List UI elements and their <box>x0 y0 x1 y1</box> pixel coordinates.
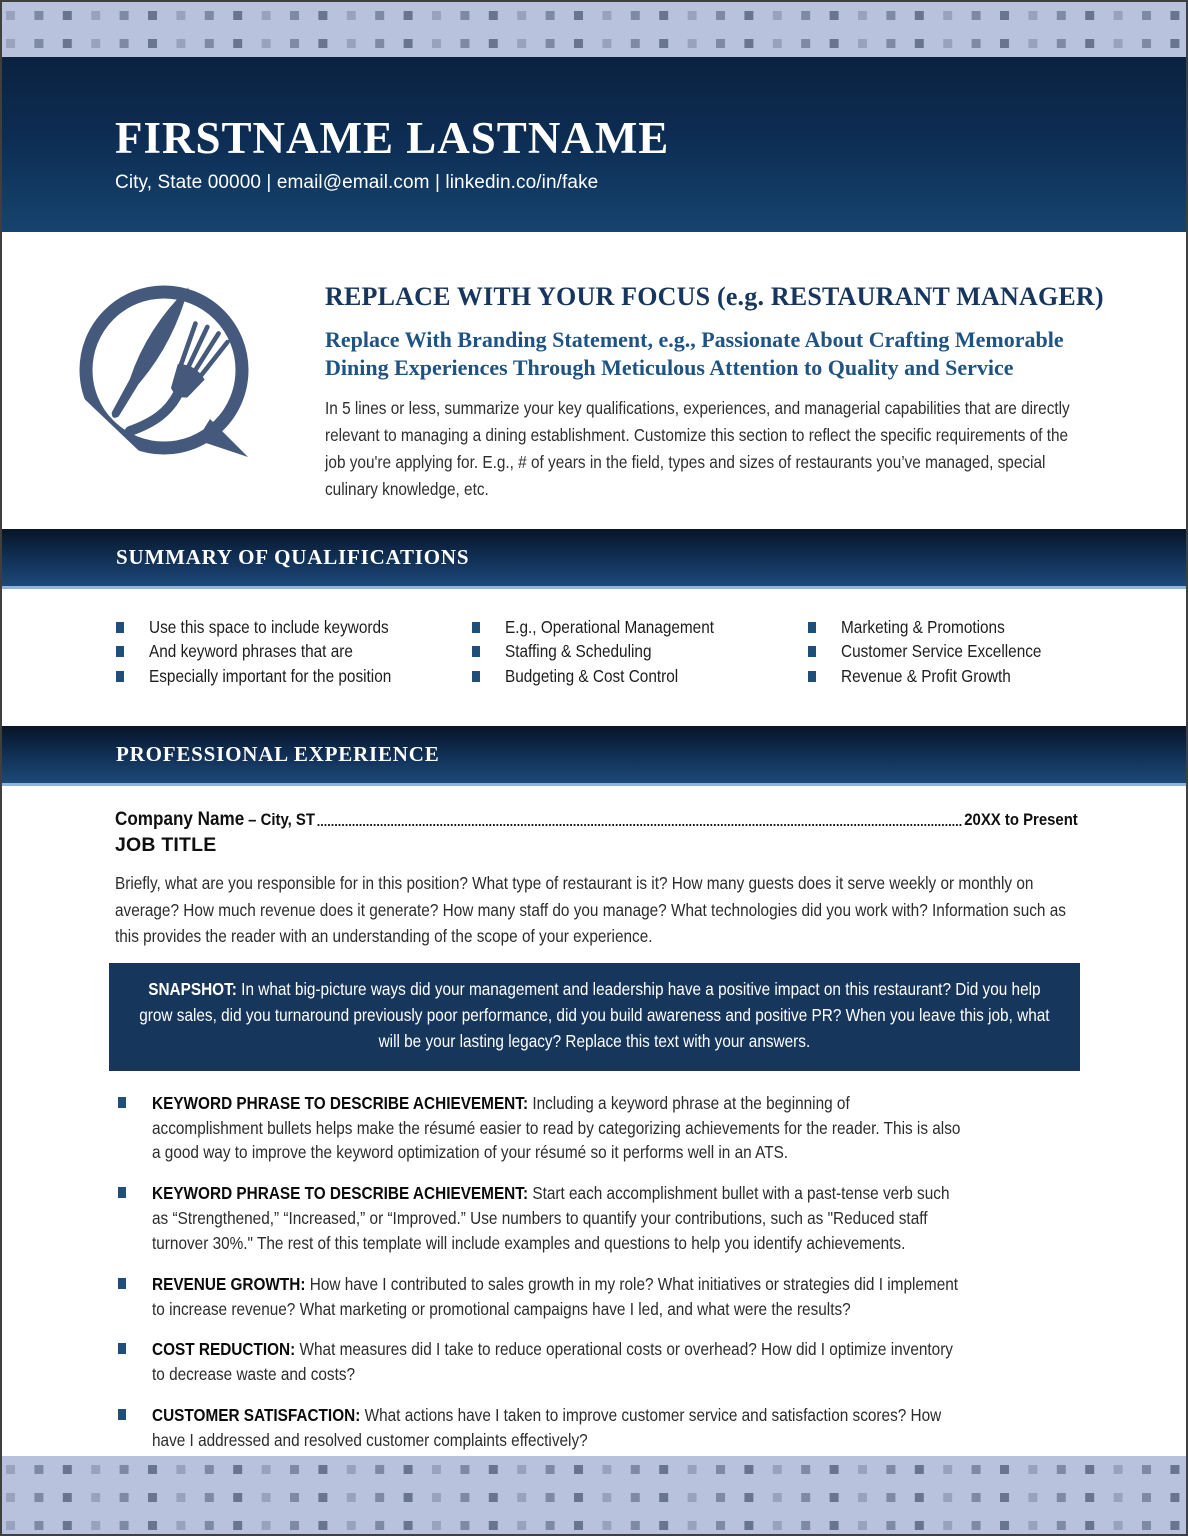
list-item <box>472 615 808 640</box>
list-item <box>472 639 808 664</box>
qualification-text: E.g., Operational Management <box>505 616 715 637</box>
contact-line: City, State 00000 | email@email.com | linkedin.co/in/fake <box>115 172 599 194</box>
section-banner-qualifications <box>2 529 1186 589</box>
qualification-text: Staffing & Scheduling <box>505 641 652 661</box>
spacer <box>2 688 1186 726</box>
qualifications-column-1 <box>116 615 472 689</box>
bullet-text <box>152 1272 964 1322</box>
list-item <box>116 615 472 640</box>
list-item <box>808 664 1186 689</box>
experience-heading: PROFESSIONAL EXPERIENCE <box>116 742 440 767</box>
list-item <box>808 639 1186 664</box>
bullet-body: Including a keyword phrase at the beginning of accomplishment bullets helps make the résumé easier to read by categorizing achievements for the reader. This is also a good way to improve the keyword optimization of your résumé so it performs well in an ATS. <box>152 1092 961 1163</box>
bullet-body: Start each accomplishment bullet with a past-tense verb such as “Strengthened,” “Increased,” or “Improved.” Use numbers to quantify your contributions, such as "Reduced staff turnover 30%." The rest of this template will include examples and questions to help you identify achievements. <box>152 1183 950 1253</box>
bullet-item <box>115 1337 1078 1387</box>
bullet-text <box>152 1403 964 1453</box>
square-bullet-icon <box>118 1187 126 1198</box>
list-item <box>808 615 1186 640</box>
square-bullet-icon <box>808 671 816 682</box>
qualifications-heading: SUMMARY OF QUALIFICATIONS <box>116 544 470 569</box>
focus-text-block <box>325 270 1104 503</box>
header <box>2 57 1186 232</box>
square-bullet-icon <box>472 646 480 657</box>
snapshot-label: SNAPSHOT: <box>148 979 237 999</box>
company-row <box>115 808 1078 831</box>
list-item <box>472 664 808 689</box>
experience-dates: 20XX to Present <box>964 810 1078 830</box>
bullet-item <box>115 1181 1078 1256</box>
bullet-text <box>152 1337 964 1387</box>
snapshot-callout <box>109 963 1080 1071</box>
company-name: Company Name <box>115 808 245 831</box>
square-bullet-icon <box>472 671 480 682</box>
qualification-text: Budgeting & Cost Control <box>505 665 679 686</box>
restaurant-logo-icon <box>64 270 269 475</box>
name-heading: FIRSTNAME LASTNAME <box>115 113 670 163</box>
list-item <box>116 664 472 689</box>
qualifications-column-2 <box>472 615 808 689</box>
bullet-label: KEYWORD PHRASE TO DESCRIBE ACHIEVEMENT: <box>152 1092 529 1113</box>
qualification-text: Marketing & Promotions <box>841 616 1005 637</box>
bullet-body: What measures did I take to reduce operational costs or overhead? How did I optimize inventory to decrease waste and costs? <box>152 1339 953 1385</box>
square-bullet-icon <box>118 1343 126 1354</box>
bullet-label: COST REDUCTION: <box>152 1339 296 1360</box>
list-item <box>116 639 472 664</box>
square-bullet-icon <box>118 1278 126 1289</box>
qualification-text: Customer Service Excellence <box>841 641 1042 661</box>
bullet-body: What actions have I taken to improve customer service and satisfaction scores? How have I addressed and resolved customer complaints effectively? <box>152 1405 942 1450</box>
qualification-text: Especially important for the position <box>149 665 392 686</box>
snapshot-text-block <box>139 977 1050 1055</box>
focus-section <box>2 232 1186 529</box>
dotted-leader <box>318 824 962 826</box>
qualification-text: Revenue & Profit Growth <box>841 665 1011 686</box>
square-bullet-icon <box>116 622 124 633</box>
bullet-label: REVENUE GROWTH: <box>152 1273 306 1294</box>
section-banner-experience <box>2 726 1186 786</box>
decorative-squares-top-border <box>2 2 1186 57</box>
decorative-squares-bottom-border <box>2 1456 1186 1534</box>
bullet-item <box>115 1091 1078 1166</box>
experience-section <box>2 786 1186 1453</box>
square-bullet-icon <box>118 1409 126 1420</box>
experience-description: Briefly, what are you responsible for in this position? What type of restaurant is it? How many guests does it serve weekly or monthly on average? How much revenue does it generate? How many staff do you manage? What technologies did you work with? Information such as this provides the reader with an understanding of the scope of your experience. <box>115 873 1066 946</box>
square-bullet-icon <box>808 622 816 633</box>
bullet-body: How have I contributed to sales growth in my role? What initiatives or strategies did I implement to increase revenue? What marketing or promotional campaigns have I led, and what were the results? <box>152 1273 959 1319</box>
qualifications-column-3 <box>808 615 1186 689</box>
company-location: – City, ST <box>248 810 315 830</box>
qualifications-section <box>2 589 1186 689</box>
branding-statement: Replace With Branding Statement, e.g., Passionate About Crafting Memorable Dining Experiences Through Meticulous Attention to Quality and Service <box>325 327 1064 380</box>
bullet-label: KEYWORD PHRASE TO DESCRIBE ACHIEVEMENT: <box>152 1183 529 1204</box>
bullet-text <box>152 1181 964 1256</box>
snapshot-text: In what big-picture ways did your management and leadership have a positive impact on this restaurant? Did you help grow sales, did you turnaround previously poor performance, did you build awareness and positive PR? When you leave this job, what will be your lasting legacy? Replace this text with your answers. <box>139 979 1050 1051</box>
square-bullet-icon <box>118 1097 126 1108</box>
focus-title: REPLACE WITH YOUR FOCUS (e.g. RESTAURANT MANAGER) <box>325 282 1104 311</box>
qualification-text: Use this space to include keywords <box>149 616 389 637</box>
square-bullet-icon <box>472 622 480 633</box>
square-bullet-icon <box>808 646 816 657</box>
bullet-label: CUSTOMER SATISFACTION: <box>152 1405 361 1426</box>
job-title: JOB TITLE <box>115 834 217 857</box>
square-bullet-icon <box>116 646 124 657</box>
square-bullet-icon <box>116 671 124 682</box>
bullet-item <box>115 1272 1078 1322</box>
achievement-bullet-list <box>115 1091 1078 1453</box>
qualification-text: And keyword phrases that are <box>149 641 353 661</box>
bullet-item <box>115 1403 1078 1453</box>
bullet-text <box>152 1091 964 1166</box>
focus-summary: In 5 lines or less, summarize your key qualifications, experiences, and managerial capabilities that are directly relevant to managing a dining establishment. Customize this section to reflect the specific requirements of the job you're applying for. E.g., # of years in the field, types and sizes of restaurants you’ve managed, special culinary knowledge, etc. <box>325 398 1070 499</box>
